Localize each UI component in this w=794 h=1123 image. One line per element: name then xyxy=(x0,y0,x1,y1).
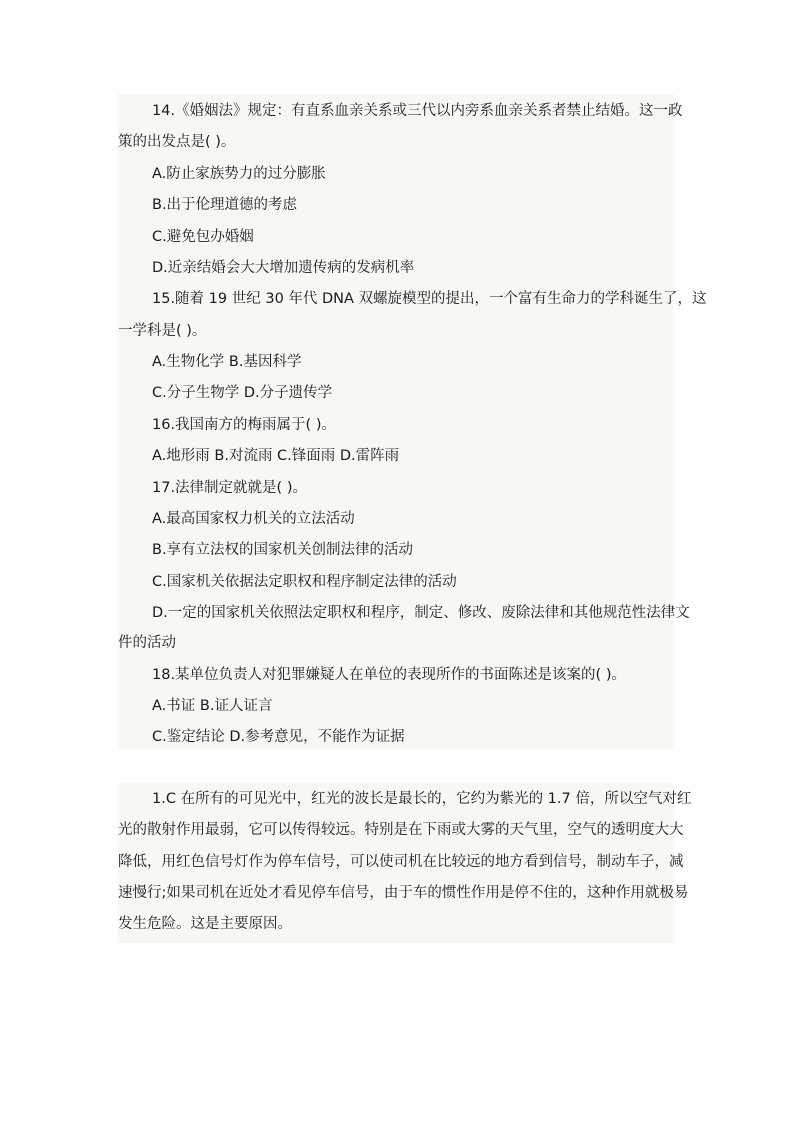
q17-stem: 17.法律制定就就是( )。 xyxy=(152,480,307,496)
q17-option-c: C.国家机关依据法定职权和程序制定法律的活动 xyxy=(152,574,457,590)
q18-stem: 18.某单位负责人对犯罪嫌疑人在单位的表现所作的书面陈述是该案的( )。 xyxy=(152,667,626,683)
answer-line: 1.C 在所有的可见光中，红光的波长是最长的，它约为紫光的 1.7 倍，所以空气对红 xyxy=(152,791,692,807)
q17-option-a: A.最高国家权力机关的立法活动 xyxy=(152,511,355,527)
q16-options: A.地形雨 B.对流雨 C.锋面雨 D.雷阵雨 xyxy=(152,448,400,464)
q16-stem: 16.我国南方的梅雨属于( )。 xyxy=(152,417,336,433)
q15-options-ab: A.生物化学 B.基因科学 xyxy=(152,354,302,370)
q15-options-cd: C.分子生物学 D.分子遗传学 xyxy=(152,385,333,401)
q17-option-d: D.一定的国家机关依照法定职权和程序，制定、修改、废除法律和其他规范性法律文 xyxy=(152,605,690,621)
q18-options-cd: C.鉴定结论 D.参考意见，不能作为证据 xyxy=(152,729,405,745)
q14-stem-line1: 14.《婚姻法》规定：有直系血亲关系或三代以内旁系血亲关系者禁止结婚。这一政 xyxy=(152,103,683,119)
q15-stem-line2: 一学科是( )。 xyxy=(118,323,207,339)
answer-line: 发生危险。这是主要原因。 xyxy=(118,916,292,932)
q17-option-b: B.享有立法权的国家机关创制法律的活动 xyxy=(152,542,414,558)
q14-option-a: A.防止家族势力的过分膨胀 xyxy=(152,166,326,182)
q14-option-d: D.近亲结婚会大大增加遗传病的发病机率 xyxy=(152,260,415,276)
q14-option-c: C.避免包办婚姻 xyxy=(152,229,254,245)
answer-line: 速慢行;如果司机在近处才看见停车信号，由于车的惯性作用是停不住的，这种作用就极易 xyxy=(118,885,689,901)
q14-option-b: B.出于伦理道德的考虑 xyxy=(152,197,298,213)
q15-stem-line1: 15.随着 19 世纪 30 年代 DNA 双螺旋模型的提出，一个富有生命力的学科诞生了，这 xyxy=(152,291,707,307)
questions-section xyxy=(118,94,707,750)
q14-stem-line2: 策的出发点是( )。 xyxy=(118,134,236,150)
q18-options-ab: A.书证 B.证人证言 xyxy=(152,698,273,714)
q17-option-d-cont: 件的活动 xyxy=(118,635,176,651)
answer-section xyxy=(118,783,692,943)
answer-line: 降低，用红色信号灯作为停车信号，可以使司机在比较远的地方看到信号，制动车子，减 xyxy=(118,854,684,870)
answer-line: 光的散射作用最弱，它可以传得较远。特别是在下雨或大雾的天气里，空气的透明度大大 xyxy=(118,822,684,838)
